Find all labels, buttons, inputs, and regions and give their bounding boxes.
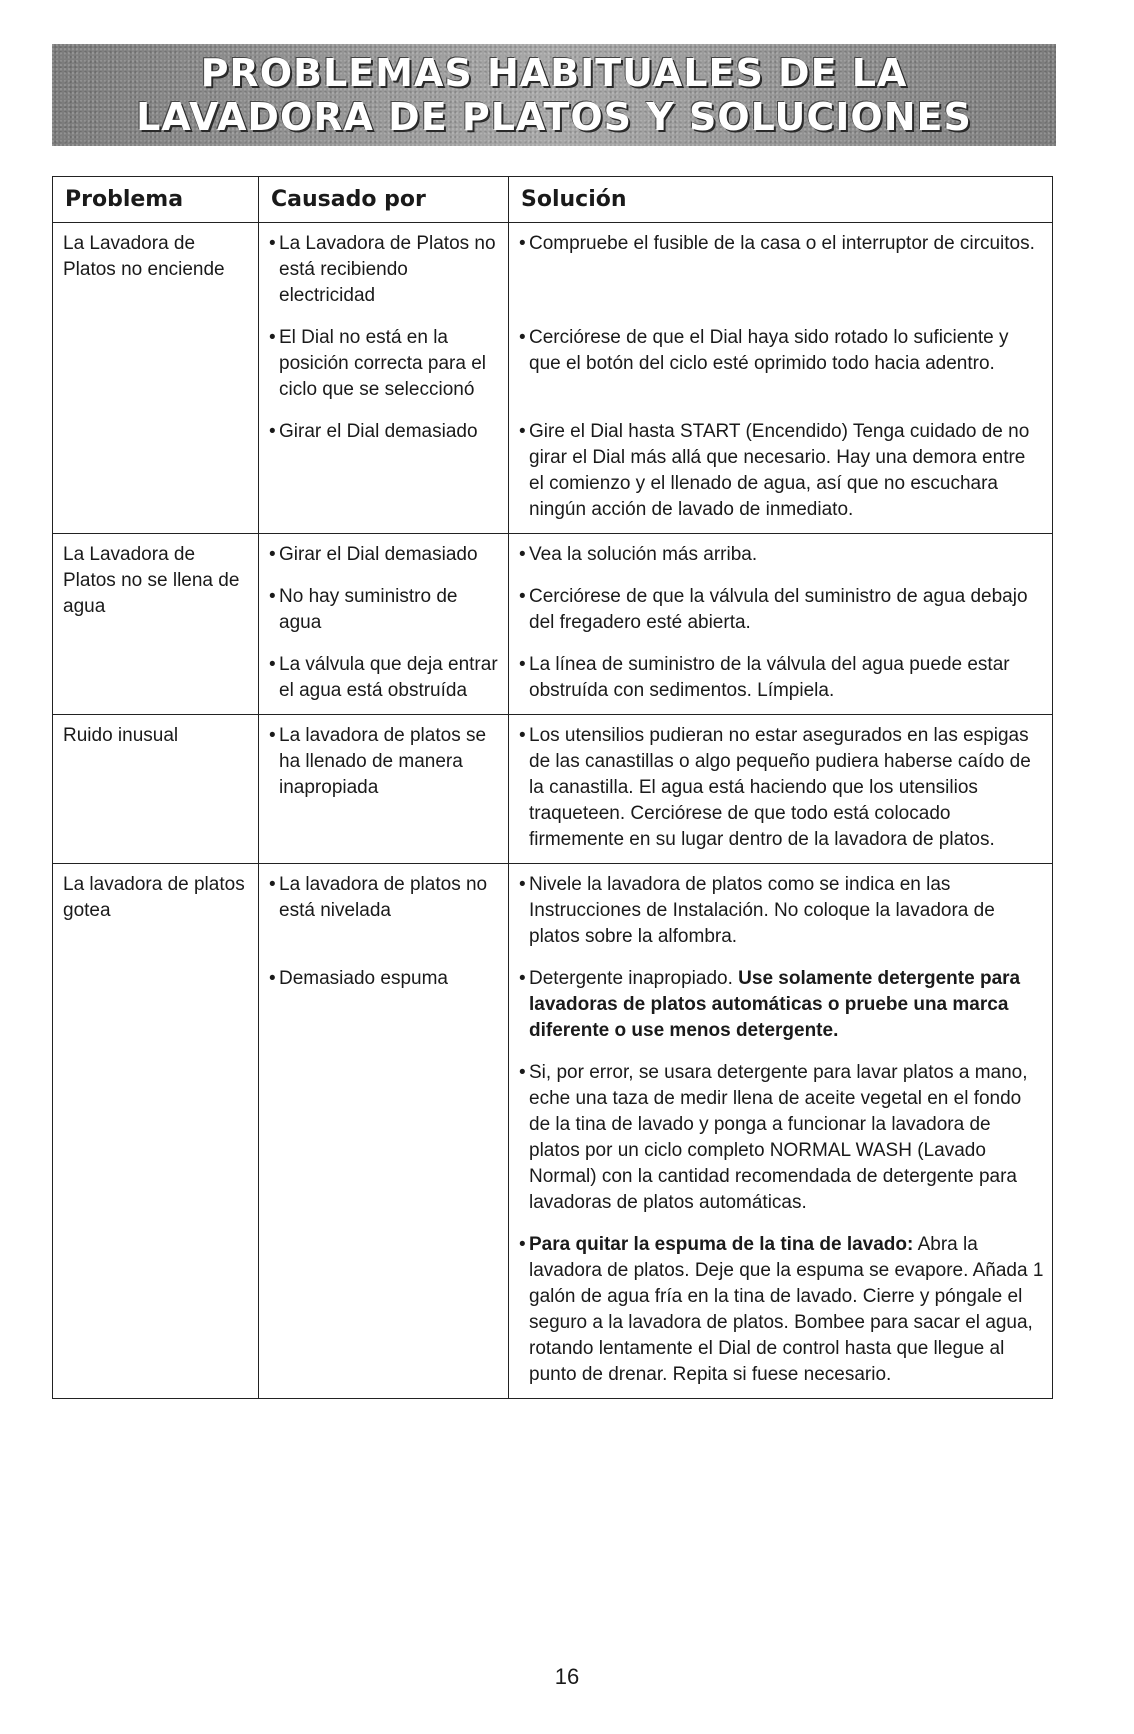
cause-text: La válvula que deja entrar el agua está obstruída (279, 654, 498, 701)
solution-text-plain: Abra la lavadora de platos. Deje que la espuma se evapore. Añada 1 galón de agua fría en la tina de lavado. Cierre y póngale el seguro a la lavadora de platos. Bombee para sacar el agua, rotando lentamente el Dial de control hasta que llegue al punto de drenar. Repita si fuese necesario. (529, 1234, 1044, 1385)
bullet: • (519, 654, 526, 675)
bullet: • (269, 874, 276, 895)
solution-cell (509, 646, 1053, 715)
solution-text-bold: Para quitar la espuma de la tina de lavado: (529, 1234, 914, 1255)
table-row (53, 715, 1053, 864)
cause-cell (259, 646, 509, 715)
header-solution: Solución (509, 177, 1053, 223)
bullet: • (269, 421, 276, 442)
title-banner (52, 44, 1056, 146)
cause-text: No hay suministro de agua (279, 586, 458, 633)
bullet: • (269, 544, 276, 565)
bullet: • (269, 725, 276, 746)
solution-cell (509, 578, 1053, 646)
problem-cell: Ruido inusual (53, 715, 259, 864)
cause-text: El Dial no está en la posición correcta para el ciclo que se seleccionó (279, 327, 486, 400)
bullet: • (519, 968, 526, 989)
bullet: • (269, 654, 276, 675)
cause-cell (259, 413, 509, 534)
page-title: PROBLEMAS HABITUALES DE LA LAVADORA DE PLATOS Y SOLUCIONES (136, 51, 972, 139)
table-row (53, 223, 1053, 320)
cause-cell (259, 578, 509, 646)
cause-text: La lavadora de platos no está nivelada (279, 874, 488, 921)
bullet: • (269, 586, 276, 607)
solution-cell (509, 319, 1053, 413)
problem-cell: La lavadora de platos gotea (53, 864, 259, 1399)
cause-cell (259, 319, 509, 413)
table-row (53, 864, 1053, 961)
solution-text: Cerciórese de que la válvula del suministro de agua debajo del fregadero esté abierta. (529, 586, 1028, 633)
solution-text (529, 966, 1044, 1044)
solution-text: Cerciórese de que el Dial haya sido rotado lo suficiente y que el botón del ciclo esté oprimido todo hacia adentro. (529, 327, 1009, 374)
solution-text: Vea la solución más arriba. (529, 544, 758, 565)
cause-text: La lavadora de platos se ha llenado de manera inapropiada (279, 725, 487, 798)
bullet: • (519, 874, 526, 895)
solution-cell (509, 223, 1053, 320)
solution-cell (509, 413, 1053, 534)
bullet: • (519, 544, 526, 565)
table-header-row (53, 177, 1053, 223)
cause-cell (259, 223, 509, 320)
problem-cell: La Lavadora de Platos no se llena de agua (53, 534, 259, 715)
cause-cell (259, 864, 509, 961)
cause-cell (259, 534, 509, 579)
header-cause: Causado por (259, 177, 509, 223)
bullet: • (519, 327, 526, 348)
cause-text: Girar el Dial demasiado (279, 544, 478, 565)
solution-cell (509, 1054, 1053, 1226)
solution-text: Nivele la lavadora de platos como se indica en las Instrucciones de Instalación. No coloque la lavadora de platos sobre la alfombra. (529, 874, 995, 947)
header-problem: Problema (53, 177, 259, 223)
troubleshooting-table (52, 176, 1053, 1399)
cause-cell (259, 715, 509, 864)
bullet: • (269, 968, 276, 989)
solution-text-plain: Detergente inapropiado. (529, 968, 739, 989)
bullet: • (269, 327, 276, 348)
solution-text: Si, por error, se usara detergente para lavar platos a mano, eche una taza de medir llena de aceite vegetal en el fondo de la tina de lavado y ponga a funcionar la lavadora de platos por un ciclo completo NORMAL WASH (Lavado Normal) con la cantidad recomendada de detergente para lavadoras de platos automáticas. (529, 1062, 1028, 1213)
bullet: • (519, 421, 526, 442)
solution-cell (509, 864, 1053, 961)
solution-text (529, 1232, 1044, 1388)
solution-text: Los utensilios pudieran no estar asegurados en las espigas de las canastillas o algo pequeño pudiera haberse caído de la canastilla. El agua está haciendo que los utensilios traqueteen. Cerciórese de que todo está colocado firmemente en su lugar dentro de la lavadora de platos. (529, 725, 1031, 850)
page-number: 16 (554, 1664, 580, 1689)
solution-text: La línea de suministro de la válvula del agua puede estar obstruída con sedimentos. Límpiela. (529, 654, 1010, 701)
bullet: • (269, 233, 276, 254)
solution-text-bold: Use solamente detergente para lavadoras de platos automáticas o pruebe una marca diferente o use menos detergente. (529, 968, 1021, 1041)
cause-text: Girar el Dial demasiado (279, 421, 478, 442)
solution-text: Compruebe el fusible de la casa o el interruptor de circuitos. (529, 233, 1035, 254)
cause-text: La Lavadora de Platos no está recibiendo electricidad (279, 233, 496, 306)
cause-text: Demasiado espuma (279, 968, 448, 989)
solution-cell (509, 534, 1053, 579)
problem-cell: La Lavadora de Platos no enciende (53, 223, 259, 534)
solution-cell (509, 715, 1053, 864)
bullet: • (519, 725, 526, 746)
bullet: • (519, 586, 526, 607)
bullet: • (519, 1234, 526, 1255)
bullet: • (519, 1062, 526, 1083)
solution-text: Gire el Dial hasta START (Encendido) Tenga cuidado de no girar el Dial más allá que necesario. Hay una demora entre el comienzo y el llenado de agua, así que no escuchara ningún acción de lavado de inmediato. (529, 421, 1030, 520)
bullet: • (519, 233, 526, 254)
solution-cell (509, 960, 1053, 1054)
table-row (53, 534, 1053, 579)
cause-cell (259, 960, 509, 1399)
solution-cell (509, 1226, 1053, 1399)
